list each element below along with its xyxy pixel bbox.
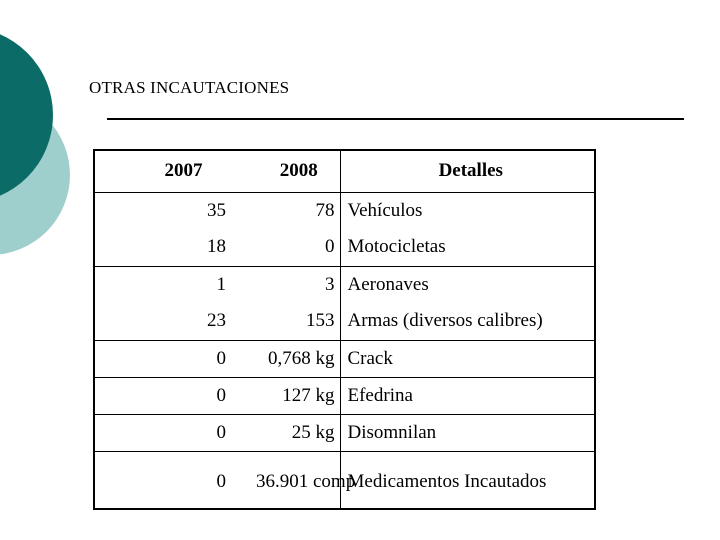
cell-2007: 35	[207, 199, 226, 221]
table-row	[94, 229, 595, 266]
cell-2008: 127 kg	[234, 377, 340, 414]
table-row	[94, 303, 595, 340]
cell-2007: 0	[94, 414, 234, 451]
cell-detail: Vehículos	[340, 192, 595, 229]
header-2008: 2008	[234, 150, 340, 192]
cell-2008: 78	[315, 199, 335, 221]
table-row	[94, 451, 595, 509]
title-underline	[107, 118, 684, 120]
cell-2007: 0	[216, 470, 226, 492]
header-detalles: Detalles	[340, 150, 595, 192]
cell-detail: Medicamentos Incautados	[340, 451, 595, 509]
cell-2008: 153	[234, 303, 340, 340]
table-header-row	[94, 150, 595, 192]
slide-title: OTRAS INCAUTACIONES	[89, 78, 290, 97]
table-row	[94, 340, 595, 377]
cell-2008: 3	[325, 273, 335, 295]
table-row	[94, 266, 595, 303]
table-row	[94, 377, 595, 414]
cell-detail: Armas (diversos calibres)	[340, 303, 595, 340]
cell-2008: 36.901 comp	[256, 470, 356, 492]
table-row	[94, 414, 595, 451]
cell-detail: Aeronaves	[340, 266, 595, 303]
header-2007: 2007	[94, 150, 234, 192]
cell-2008: 0,768 kg	[234, 340, 340, 377]
cell-2007: 0	[94, 340, 234, 377]
cell-2007: 0	[94, 377, 234, 414]
cell-detail: Efedrina	[340, 377, 595, 414]
cell-detail: Motocicletas	[340, 229, 595, 266]
cell-2007: 23	[94, 303, 234, 340]
table-row	[94, 192, 595, 229]
cell-2007: 1	[216, 273, 226, 295]
cell-detail: Disomnilan	[340, 414, 595, 451]
cell-2008: 0	[234, 229, 340, 266]
cell-detail: Crack	[340, 340, 595, 377]
cell-2007: 18	[94, 229, 234, 266]
seizures-table	[93, 149, 596, 510]
cell-2008: 25 kg	[234, 414, 340, 451]
decorative-teal-circles	[0, 0, 80, 300]
